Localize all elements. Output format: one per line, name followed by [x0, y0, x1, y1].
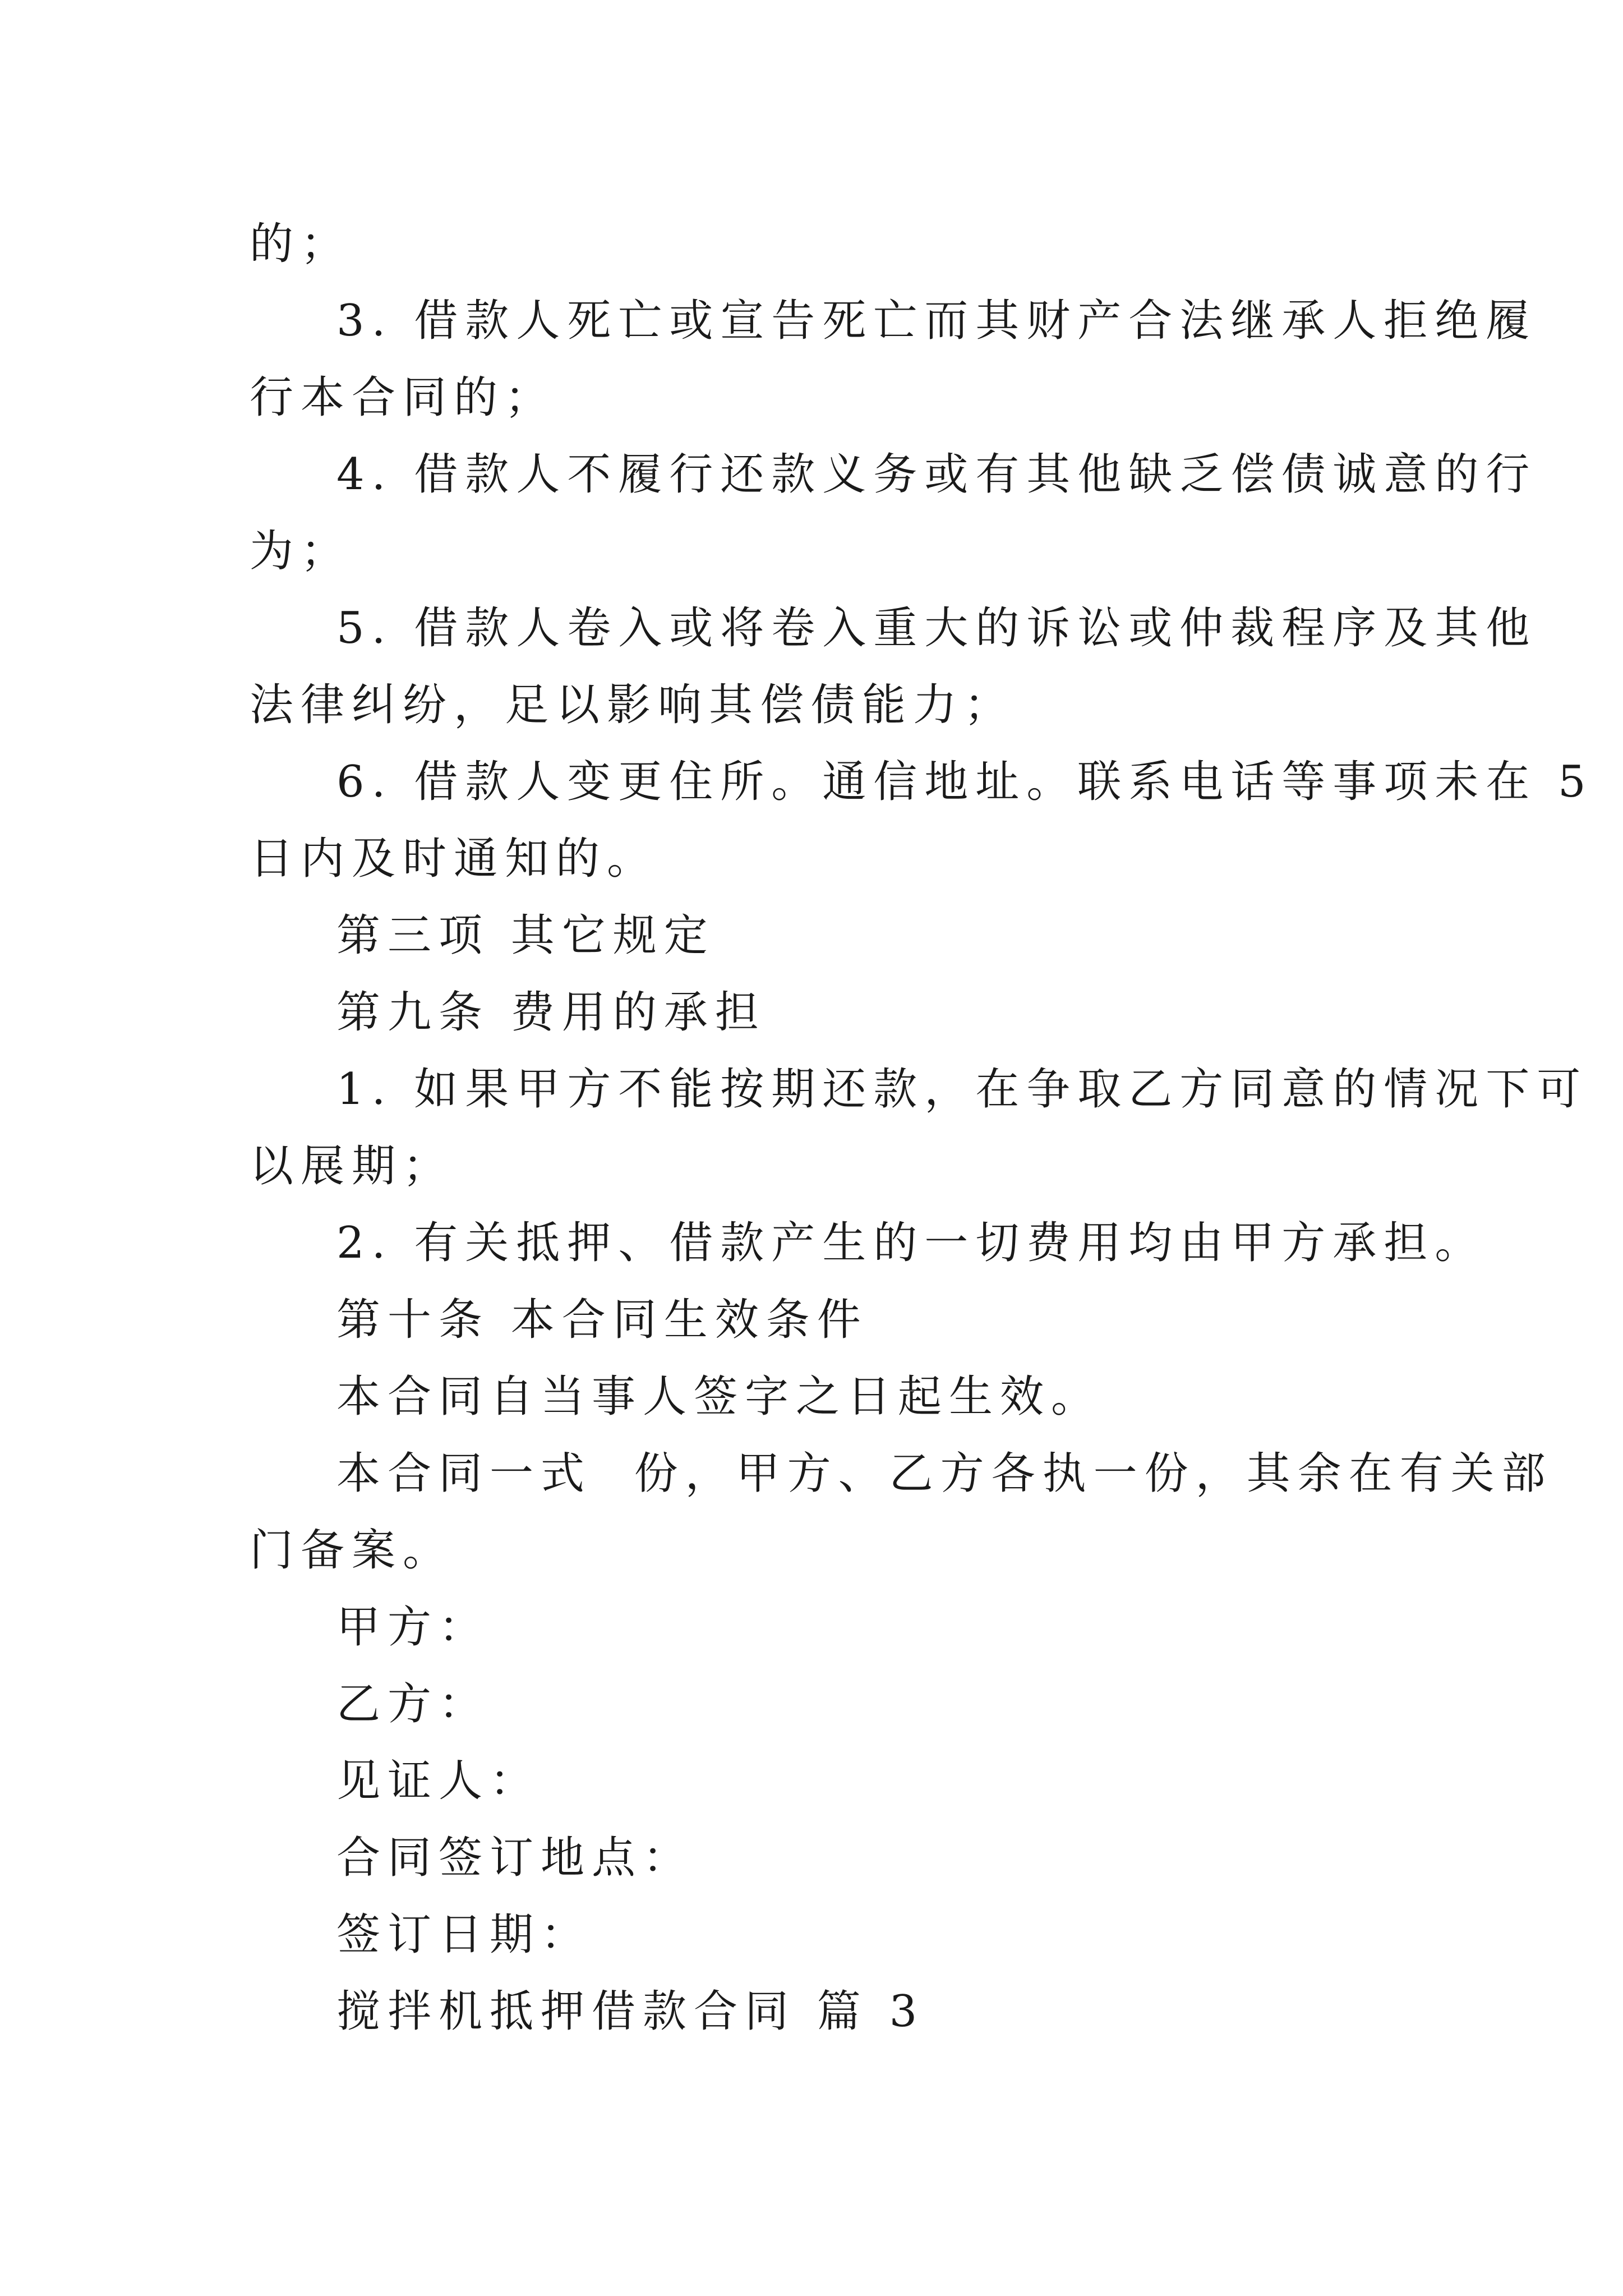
- witness-label: 见证人：: [336, 1756, 541, 1806]
- text-line-14: 2. 有关抵押、借款产生的一切费用均由甲方承担。: [336, 1218, 1486, 1268]
- article-heading-9: 第九条 费用的承担: [336, 987, 766, 1038]
- signing-place-label: 合同签订地点：: [336, 1833, 694, 1883]
- text-line-18: 门备案。: [250, 1525, 454, 1576]
- text-line-16: 本合同自当事人签字之日起生效。: [336, 1372, 1103, 1422]
- text-line-17: 本合同一式 份，甲方、乙方各执一份，其余在有关部: [336, 1448, 1553, 1499]
- party-b-label: 乙方：: [336, 1679, 490, 1729]
- text-line-6: 5. 借款人卷入或将卷入重大的诉讼或仲裁程序及其他: [336, 603, 1537, 654]
- text-line-2: 3. 借款人死亡或宣告死亡而其财产合法继承人拒绝履: [336, 296, 1537, 346]
- next-contract-title: 搅拌机抵押借款合同 篇 3: [336, 1986, 925, 2037]
- text-line-3: 行本合同的；: [250, 372, 556, 423]
- text-line-8: 6. 借款人变更住所。通信地址。联系电话等事项未在 5: [336, 757, 1593, 807]
- text-line-13: 以展期；: [250, 1141, 454, 1191]
- text-line-4: 4. 借款人不履行还款义务或有其他缺乏偿债诚意的行: [336, 449, 1537, 500]
- text-line-9: 日内及时通知的。: [250, 834, 658, 884]
- text-line-1: 的；: [250, 219, 352, 269]
- section-heading: 第三项 其它规定: [336, 910, 715, 961]
- signing-date-label: 签订日期：: [336, 1910, 592, 1960]
- party-a-label: 甲方：: [336, 1602, 490, 1653]
- text-line-5: 为；: [250, 526, 352, 577]
- text-line-12: 1. 如果甲方不能按期还款，在争取乙方同意的情况下可: [336, 1064, 1588, 1115]
- text-line-7: 法律纠纷，足以影响其偿债能力；: [250, 680, 1016, 730]
- article-heading-10: 第十条 本合同生效条件: [336, 1295, 868, 1345]
